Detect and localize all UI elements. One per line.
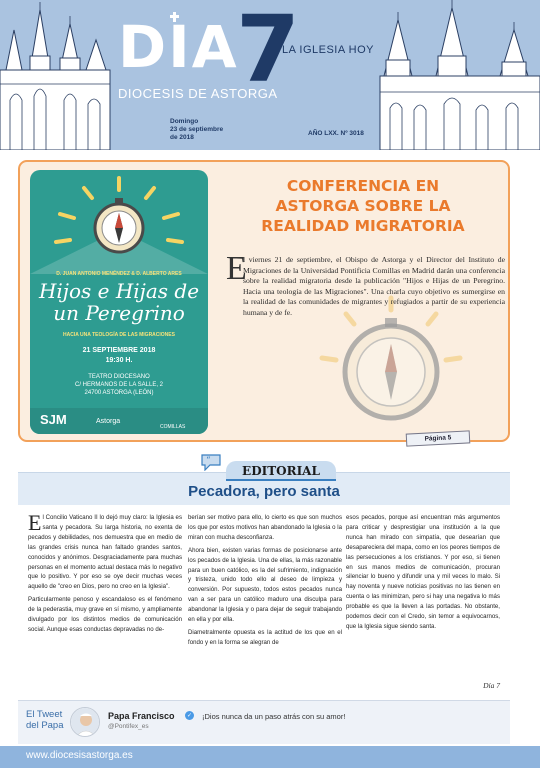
feature-body-text: l viernes 21 de septiembre, el Obispo de Astorga y el Director del Instituto de Migraciones de la Universidad Pontificia Comillas en Madrid darán una conferencia sobre la realidad migratoria desde la publicación "Hijos e Hijas de un Peregrino. Hacia una teología de las Migraciones". Una charla cuyo objetivo es sumergirse en la realidad de las comunidades de migrantes y refugiados a partir de su experiencia humana y de fe. (243, 255, 505, 317)
poster-time: 19:30 H. (105, 357, 133, 364)
poster-title-line-1: Hijos e Hijas de (38, 279, 200, 303)
brand-tagline: LA IGLESIA HOY (282, 44, 374, 56)
poster-authors: D. JUAN ANTONIO MENÉNDEZ & D. ALBERTO ARES (56, 271, 182, 277)
issue-year-number: AÑO LXX. Nº 3018 (308, 130, 364, 137)
editorial-tab-label: EDITORIAL (226, 461, 336, 481)
pope-avatar[interactable] (70, 707, 100, 737)
issue-date-line-1: 23 de septiembre (170, 126, 224, 133)
sjm-logo: SJM (40, 412, 67, 427)
issue-date (170, 118, 223, 142)
verified-badge-icon: ✓ (186, 712, 193, 719)
poster-date: 21 SEPTIEMBRE 2018 (82, 347, 156, 354)
event-poster[interactable] (30, 170, 208, 434)
editorial-column-1 (28, 510, 182, 638)
feature-headline-line-1: CONFERENCIA EN (286, 177, 440, 195)
poster-venue-line-3: 24700 ASTORGA (LEÓN) (84, 390, 154, 396)
brand-number: 7 (236, 0, 301, 103)
tweet-author-name[interactable]: Papa Francisco (108, 711, 175, 721)
poster-venue-line-1: TEATRO DIOCESANO (88, 374, 150, 380)
speech-bubble-icon (200, 453, 222, 471)
feature-dropcap: E (226, 250, 247, 287)
feature-headline-line-2: ASTORGA SOBRE LA (275, 197, 451, 215)
editorial-title[interactable]: Pecadora, pero santa (188, 483, 340, 500)
page-reference-tag[interactable]: Página 5 (406, 430, 471, 446)
editorial-paragraph: berían ser motivo para ello, lo cierto es que son muchos los que por estos motivos han abandonado la Iglesia o la miran con mucha desconfianza. (188, 514, 342, 541)
poster-title (30, 280, 208, 324)
feature-headline-line-3: REALIDAD MIGRATORIA (261, 217, 465, 235)
issue-date-line-2: de 2018 (170, 134, 194, 141)
poster-venue-line-2: C/ HERMANOS DE LA SALLE, 2 (74, 382, 164, 388)
editorial-paragraph: Diametralmente opuesta es la actitud de los que en el fondo y en la forma se alegran de (188, 628, 342, 646)
editorial-paragraph (28, 510, 182, 592)
poster-title-line-2: un Peregrino (53, 301, 185, 325)
editorial-paragraph: Ahora bien, existen varias formas de posicionarse ante los pecados de la Iglesia. Una de ellas, la más razonable para un buen católico, es la del sufrimiento, indignación y tristeza, unido todo ello al deseo de limpieza y conversión. Por supuesto, todos estos pecados nunca van a ser para un católico maduro una disculpa para abandonar la Iglesia y o para dejar de seguir trabajando en ella y por ella. (188, 546, 342, 624)
masthead (0, 0, 540, 150)
diocese-name: DIOCESIS DE ASTORGA (118, 86, 278, 101)
tweet-label-line-2: del Papa (26, 720, 64, 731)
editorial-signature: Día 7 (483, 681, 500, 690)
feature-headline[interactable] (218, 176, 508, 236)
tweet-section-label (26, 709, 64, 731)
svg-text:“: “ (206, 456, 211, 466)
tweet-label-line-1: El Tweet (26, 709, 63, 720)
website-link[interactable]: www.diocesisastorga.es (26, 750, 133, 761)
editorial-dropcap: E (28, 510, 42, 535)
poster-logo-strip (30, 408, 208, 434)
diocese-astorga-logo: Astorga (96, 418, 121, 425)
poster-date-time (30, 346, 208, 366)
poster-venue (30, 373, 208, 397)
editorial-paragraph: esos pecados, porque así encuentran más argumentos para criticar y desprestigiar una institución a la que nunca han mirado con simpatía, que desearían que desapareciera del mapa, como en los peores tiempos de las persecuciones a los cristianos. Y por eso, si tienen en sus manos medios de comunicación, procuran silenciar lo bueno y difundir una y mil veces lo malo. Si hay noventa y nueve noticias positivas no las tienen en cuenta o las minimizan, pero si hay una negativa lo más probable es que la lleven a las portadas. No obstante, podemos decir con el Credo, sin temor a equivocarnos, que la Iglesia sigue siendo santa. (346, 514, 500, 630)
brand-logo[interactable] (118, 0, 398, 110)
poster-subtitle: HACIA UNA TEOLOGÍA DE LAS MIGRACIONES (63, 332, 175, 338)
tweet-author-handle[interactable]: @Pontifex_es (108, 723, 149, 730)
editorial-text: l Concilio Vaticano II lo dejó muy claro: la Iglesia es santa y pecadora. Su larga historia, no exenta de pecados y debilidades, nos demuestra que en medio de las grandes crisis nunca han faltado grandes santos, conocidos y anónimos. Desgraciadamente para muchas personas en el momento actual destaca más lo negativo que lo positivo. Y por eso se oye decir muchas veces aquello de "creo en Dios, pero no creo en la Iglesia". (28, 514, 182, 591)
tweet-text: ¡Dios nunca da un paso atrás con su amor! (202, 712, 346, 721)
sunburst-compass-icon (30, 170, 208, 274)
editorial-paragraph: Particularmente penoso y escandaloso es el fenómeno de la pederastia, muy grave en sí mismo, y ampliamente divulgado por los distintos medios de comunicación social. Aunque esas conductas depravadas no de- (28, 596, 182, 633)
issue-weekday: Domingo (170, 118, 199, 125)
comillas-logo: COMILLAS (160, 424, 186, 430)
footer-bar (0, 746, 540, 768)
editorial-column-2 (188, 513, 342, 651)
pope-portrait-icon (71, 708, 100, 737)
editorial-section (18, 456, 510, 698)
pope-tweet-box[interactable] (18, 700, 510, 744)
editorial-column-3 (346, 513, 500, 635)
brand-dia: DIA (118, 13, 239, 81)
feature-article (18, 160, 510, 442)
